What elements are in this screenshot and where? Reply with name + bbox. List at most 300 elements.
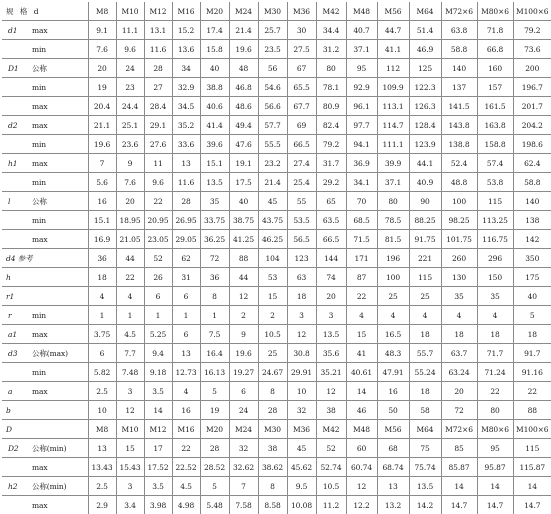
table-cell: 4.5: [116, 325, 144, 344]
table-cell: 13.5: [409, 477, 441, 496]
row-symbol: [2, 173, 30, 192]
table-cell: 34.1: [346, 173, 377, 192]
table-cell: 9: [116, 154, 144, 173]
table-cell: 58.8: [441, 40, 477, 59]
table-cell: 41.25: [229, 230, 258, 249]
table-row: [2, 401, 551, 420]
row-qualifier: min: [30, 363, 88, 382]
table-cell: 32.9: [172, 78, 200, 97]
row-symbol: [2, 496, 30, 514]
table-cell: 128.4: [409, 116, 441, 135]
table-cell: 20: [88, 59, 116, 78]
table-cell: 18: [88, 268, 116, 287]
table-cell: 30: [287, 21, 316, 40]
table-cell: 48: [229, 59, 258, 78]
table-cell: 5.6: [88, 173, 116, 192]
table-cell: 44: [116, 249, 144, 268]
table-cell: 8.58: [258, 496, 287, 514]
table-cell: 13.1: [144, 21, 172, 40]
row-qualifier: 公称: [30, 192, 88, 211]
table-cell: 13: [377, 477, 409, 496]
table-cell: 25.4: [287, 173, 316, 192]
table-cell: 14: [441, 477, 477, 496]
table-cell: 51.4: [409, 21, 441, 40]
table-cell: 12: [316, 382, 346, 401]
table-cell: M20: [200, 420, 229, 439]
table-cell: 138: [513, 211, 551, 230]
table-cell: 75: [409, 439, 441, 458]
row-symbol: h1: [2, 154, 30, 173]
table-cell: 19.6: [88, 135, 116, 154]
table-cell: 17: [144, 439, 172, 458]
table-cell: 56.5: [287, 230, 316, 249]
table-cell: 63.24: [441, 363, 477, 382]
table-cell: 1: [144, 306, 172, 325]
table-cell: 67.7: [287, 97, 316, 116]
table-cell: 7.58: [229, 496, 258, 514]
table-cell: 38.75: [229, 211, 258, 230]
table-cell: 35.21: [316, 363, 346, 382]
table-cell: 5.48: [200, 496, 229, 514]
table-cell: 4: [409, 306, 441, 325]
table-cell: 109.9: [377, 78, 409, 97]
table-cell: 26.95: [172, 211, 200, 230]
table-row: [2, 230, 551, 249]
row-symbol: l: [2, 192, 30, 211]
row-symbol: a1: [2, 325, 30, 344]
table-cell: 143.8: [441, 116, 477, 135]
table-cell: 3: [316, 306, 346, 325]
table-cell: 68: [377, 439, 409, 458]
table-cell: 81.5: [377, 230, 409, 249]
table-cell: 53.8: [477, 173, 513, 192]
table-cell: 28: [172, 192, 200, 211]
row-symbol: a: [2, 382, 30, 401]
table-cell: 20: [441, 382, 477, 401]
table-cell: 116.75: [477, 230, 513, 249]
table-cell: 111.1: [377, 135, 409, 154]
table-cell: 73.6: [513, 40, 551, 59]
table-cell: 5.25: [144, 325, 172, 344]
table-cell: M72×6: [441, 420, 477, 439]
table-cell: 8: [258, 477, 287, 496]
table-cell: 11.2: [316, 496, 346, 514]
table-cell: M30: [258, 420, 287, 439]
table-cell: 5: [513, 306, 551, 325]
table-cell: 4.98: [172, 496, 200, 514]
table-cell: 24: [116, 59, 144, 78]
table-cell: 20: [116, 192, 144, 211]
table-cell: 50: [377, 401, 409, 420]
table-row: [2, 21, 551, 40]
table-cell: 3.5: [144, 477, 172, 496]
table-cell: 4: [172, 382, 200, 401]
table-row: [2, 477, 551, 496]
table-cell: 350: [513, 249, 551, 268]
table-cell: 12.2: [346, 496, 377, 514]
row-symbol: [2, 363, 30, 382]
table-cell: 82.4: [316, 116, 346, 135]
table-cell: 122.3: [409, 78, 441, 97]
table-cell: 161.5: [477, 97, 513, 116]
row-qualifier: min: [30, 135, 88, 154]
table-row: [2, 306, 551, 325]
table-cell: 27.4: [287, 154, 316, 173]
table-cell: 5: [200, 382, 229, 401]
table-cell: 113.1: [377, 97, 409, 116]
table-cell: 175: [513, 268, 551, 287]
table-cell: 137: [441, 78, 477, 97]
table-cell: 22: [346, 287, 377, 306]
table-cell: 25.1: [116, 116, 144, 135]
row-symbol: d3: [2, 344, 30, 363]
table-cell: M36: [287, 420, 316, 439]
table-cell: 67: [287, 59, 316, 78]
table-cell: 21.4: [258, 173, 287, 192]
row-label: D: [2, 420, 88, 439]
table-cell: 87: [346, 268, 377, 287]
row-symbol: [2, 78, 30, 97]
table-cell: 15: [258, 287, 287, 306]
table-cell: 9.1: [88, 21, 116, 40]
table-cell: 4: [477, 306, 513, 325]
table-cell: 200: [513, 59, 551, 78]
table-row: [2, 78, 551, 97]
table-cell: 35.6: [316, 344, 346, 363]
table-cell: 15.2: [172, 21, 200, 40]
table-cell: 46.9: [409, 40, 441, 59]
row-qualifier: 公称(max): [30, 344, 88, 363]
table-row: [2, 363, 551, 382]
table-cell: 31.2: [316, 40, 346, 59]
table-cell: 9: [229, 325, 258, 344]
table-cell: 25: [377, 287, 409, 306]
table-cell: 115: [513, 439, 551, 458]
table-cell: 63.8: [441, 21, 477, 40]
table-cell: 56: [258, 59, 287, 78]
table-cell: 47.6: [229, 135, 258, 154]
table-cell: 16.9: [88, 230, 116, 249]
table-cell: 34: [172, 59, 200, 78]
row-qualifier: max: [30, 97, 88, 116]
table-cell: 62: [172, 249, 200, 268]
row-symbol: h2: [2, 477, 30, 496]
table-cell: 35: [441, 287, 477, 306]
table-cell: 37.1: [346, 40, 377, 59]
table-cell: 53.5: [287, 211, 316, 230]
table-cell: 22: [477, 382, 513, 401]
row-symbol: [2, 40, 30, 59]
table-cell: 19.1: [229, 154, 258, 173]
table-cell: 3: [116, 382, 144, 401]
table-cell: 101.75: [441, 230, 477, 249]
table-cell: 91.75: [409, 230, 441, 249]
table-cell: 1: [200, 306, 229, 325]
row-qualifier: 公称(min): [30, 439, 88, 458]
table-cell: 32: [287, 401, 316, 420]
table-cell: 10.5: [316, 477, 346, 496]
table-cell: 36: [200, 268, 229, 287]
table-cell: 141.5: [441, 97, 477, 116]
table-cell: M80×6: [477, 420, 513, 439]
row-qualifier: max: [30, 116, 88, 135]
table-cell: 12: [229, 287, 258, 306]
table-cell: 45: [287, 439, 316, 458]
table-cell: 29.05: [172, 230, 200, 249]
table-cell: 3.4: [116, 496, 144, 514]
table-cell: 23.05: [144, 230, 172, 249]
table-cell: 12: [287, 325, 316, 344]
table-cell: 20.4: [88, 97, 116, 116]
table-cell: 2.9: [88, 496, 116, 514]
table-cell: 9.5: [287, 477, 316, 496]
table-cell: 123.9: [409, 135, 441, 154]
table-cell: 10.5: [258, 325, 287, 344]
table-cell: 204.2: [513, 116, 551, 135]
table-cell: 115.87: [513, 458, 551, 477]
table-cell: 34.5: [172, 97, 200, 116]
table-cell: 126.3: [409, 97, 441, 116]
table-cell: 52: [316, 439, 346, 458]
table-cell: 31.7: [316, 154, 346, 173]
table-cell: 260: [441, 249, 477, 268]
row-symbol: [2, 135, 30, 154]
row-label: b: [2, 401, 88, 420]
table-cell: 29.1: [144, 116, 172, 135]
table-cell: 22: [513, 382, 551, 401]
table-cell: 36.9: [346, 154, 377, 173]
table-cell: 18: [513, 325, 551, 344]
table-cell: 96.1: [346, 97, 377, 116]
table-cell: 41: [346, 344, 377, 363]
table-row: [2, 458, 551, 477]
table-cell: 47.91: [377, 363, 409, 382]
row-qualifier: min: [30, 173, 88, 192]
table-cell: 98.25: [441, 211, 477, 230]
table-cell: 49.4: [229, 116, 258, 135]
table-cell: 33.75: [200, 211, 229, 230]
table-cell: 11.1: [116, 21, 144, 40]
table-cell: 72: [200, 249, 229, 268]
table-cell: 13.5: [200, 173, 229, 192]
table-cell: 14.7: [513, 496, 551, 514]
table-cell: 31: [172, 268, 200, 287]
table-cell: 35.2: [172, 116, 200, 135]
table-cell: 45.62: [287, 458, 316, 477]
table-cell: 19: [88, 78, 116, 97]
table-cell: 95: [346, 59, 377, 78]
table-cell: 157: [477, 78, 513, 97]
table-cell: 41.4: [200, 116, 229, 135]
row-label: 规 格 d: [2, 2, 88, 21]
table-row: [2, 173, 551, 192]
table-cell: 10: [287, 382, 316, 401]
table-cell: 158.8: [477, 135, 513, 154]
table-cell: 79.2: [513, 21, 551, 40]
table-cell: 8: [258, 382, 287, 401]
table-cell: 7.48: [116, 363, 144, 382]
table-cell: 11.6: [172, 173, 200, 192]
row-qualifier: min: [30, 211, 88, 230]
row-label: h: [2, 268, 88, 287]
table-cell: 2: [229, 306, 258, 325]
table-row: [2, 439, 551, 458]
table-cell: 37.1: [377, 173, 409, 192]
table-cell: 32: [229, 439, 258, 458]
table-cell: 13: [172, 154, 200, 173]
table-cell: 38: [316, 401, 346, 420]
row-qualifier: min: [30, 78, 88, 97]
table-cell: 71.24: [477, 363, 513, 382]
table-cell: 15: [346, 325, 377, 344]
table-cell: 22.52: [172, 458, 200, 477]
table-cell: M30: [258, 2, 287, 21]
table-cell: 53: [258, 268, 287, 287]
table-cell: 10.08: [287, 496, 316, 514]
table-cell: 70: [346, 192, 377, 211]
table-cell: 9.4: [144, 344, 172, 363]
table-row: [2, 382, 551, 401]
table-cell: 75.74: [409, 458, 441, 477]
table-cell: 6: [144, 287, 172, 306]
row-qualifier: min: [30, 306, 88, 325]
table-row: [2, 344, 551, 363]
table-cell: 13: [88, 439, 116, 458]
table-cell: 9.6: [144, 173, 172, 192]
table-cell: 163.8: [477, 116, 513, 135]
row-qualifier: max: [30, 21, 88, 40]
table-cell: 17.5: [229, 173, 258, 192]
table-cell: 16.5: [377, 325, 409, 344]
table-cell: M48: [346, 420, 377, 439]
table-cell: 52: [144, 249, 172, 268]
table-cell: 68.74: [377, 458, 409, 477]
table-row: [2, 211, 551, 230]
table-cell: 79.2: [316, 135, 346, 154]
table-cell: 3.98: [144, 496, 172, 514]
table-row: [2, 287, 551, 306]
table-row: [2, 116, 551, 135]
table-cell: 100: [377, 268, 409, 287]
table-cell: 171: [346, 249, 377, 268]
table-cell: 23.2: [258, 154, 287, 173]
table-cell: 3: [287, 306, 316, 325]
table-cell: 19.27: [229, 363, 258, 382]
table-cell: 113.25: [477, 211, 513, 230]
table-cell: 296: [477, 249, 513, 268]
table-cell: 63: [287, 268, 316, 287]
table-cell: 12: [116, 401, 144, 420]
table-row: [2, 496, 551, 514]
table-cell: 23.5: [258, 40, 287, 59]
table-cell: 55.5: [258, 135, 287, 154]
table-cell: 35: [200, 192, 229, 211]
table-cell: 65: [316, 192, 346, 211]
table-cell: 97.7: [346, 116, 377, 135]
table-cell: 80: [377, 192, 409, 211]
table-cell: 25.7: [258, 21, 287, 40]
table-cell: 48.3: [377, 344, 409, 363]
table-cell: 25: [409, 287, 441, 306]
table-cell: 54.6: [258, 78, 287, 97]
table-row: [2, 420, 551, 439]
table-cell: 44.7: [377, 21, 409, 40]
table-cell: 23.6: [116, 135, 144, 154]
table-cell: 196: [377, 249, 409, 268]
table-cell: 115: [477, 192, 513, 211]
table-cell: 66.5: [316, 230, 346, 249]
table-cell: 12.73: [172, 363, 200, 382]
table-cell: 69: [287, 116, 316, 135]
table-cell: 1: [88, 306, 116, 325]
table-cell: 44: [229, 268, 258, 287]
table-cell: 150: [477, 268, 513, 287]
table-cell: 22: [116, 268, 144, 287]
table-row: [2, 192, 551, 211]
table-cell: 21.1: [88, 116, 116, 135]
table-cell: 2: [258, 306, 287, 325]
row-label: d4 参考: [2, 249, 88, 268]
table-cell: 112: [377, 59, 409, 78]
table-cell: 85.87: [441, 458, 477, 477]
table-row: [2, 97, 551, 116]
table-cell: 15.8: [200, 40, 229, 59]
table-cell: 40: [200, 59, 229, 78]
table-cell: M12: [144, 420, 172, 439]
table-cell: 40: [229, 192, 258, 211]
table-cell: 23: [116, 78, 144, 97]
table-cell: 16: [172, 401, 200, 420]
table-cell: 6: [172, 287, 200, 306]
table-cell: 6: [172, 325, 200, 344]
table-cell: 18: [477, 325, 513, 344]
table-cell: 21.4: [229, 21, 258, 40]
table-cell: M8: [88, 2, 116, 21]
table-cell: 40.9: [409, 173, 441, 192]
table-cell: M42: [316, 2, 346, 21]
table-cell: 24.4: [116, 97, 144, 116]
table-cell: 48.6: [229, 97, 258, 116]
row-symbol: D1: [2, 59, 30, 78]
table-cell: 57.7: [258, 116, 287, 135]
table-cell: 30.8: [287, 344, 316, 363]
table-cell: 80.9: [316, 97, 346, 116]
table-cell: 7.7: [116, 344, 144, 363]
table-cell: 1: [116, 306, 144, 325]
table-cell: 22: [144, 192, 172, 211]
table-cell: 41.1: [377, 40, 409, 59]
table-cell: 115: [409, 268, 441, 287]
table-cell: M64: [409, 420, 441, 439]
table-cell: 14.2: [409, 496, 441, 514]
table-cell: 13.6: [172, 40, 200, 59]
table-cell: 40.7: [346, 21, 377, 40]
table-cell: M72×6: [441, 2, 477, 21]
table-cell: 18: [409, 382, 441, 401]
table-cell: 6: [229, 382, 258, 401]
table-cell: 15.1: [88, 211, 116, 230]
table-cell: 14.7: [477, 496, 513, 514]
table-cell: 13.43: [88, 458, 116, 477]
table-cell: M42: [316, 420, 346, 439]
table-cell: 78.5: [377, 211, 409, 230]
table-cell: 55: [287, 192, 316, 211]
table-cell: 62.4: [513, 154, 551, 173]
table-cell: 11.6: [144, 40, 172, 59]
table-cell: 11: [144, 154, 172, 173]
table-row: [2, 268, 551, 287]
table-cell: 4: [346, 306, 377, 325]
